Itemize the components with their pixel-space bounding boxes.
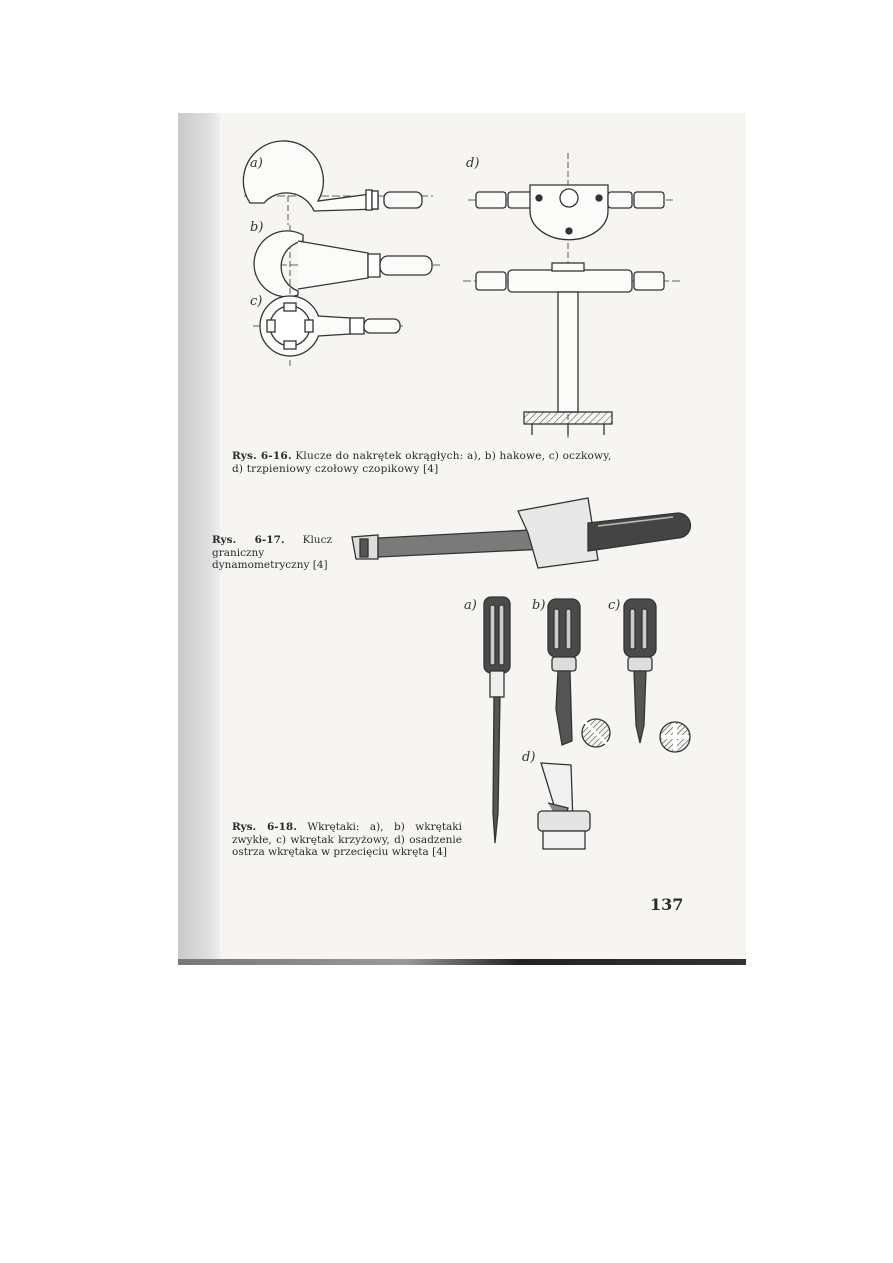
ring-spanner-c-drawing <box>253 288 403 368</box>
hook-spanner-b-drawing <box>254 225 440 308</box>
figure-6-16-caption-line1: Klucze do nakrętek okrągłych: a), b) hakowe, c) oczkowy, <box>295 450 612 462</box>
figure-6-16-caption-line2: d) trzpieniowy czołowy czopikowy [4] <box>232 462 439 475</box>
book-page <box>178 113 746 965</box>
fig-618-sub-a: a) <box>464 598 477 613</box>
fig-616-sub-c: c) <box>250 294 263 309</box>
figure-6-17-label: Rys. 6-17. <box>212 534 285 546</box>
fig-618-sub-b: b) <box>532 598 546 613</box>
fig-616-sub-b: b) <box>250 220 264 235</box>
figure-6-17-caption <box>212 534 332 572</box>
figure-6-18-label: Rys. 6-18. <box>232 821 297 833</box>
screwdriver-c-drawing <box>624 599 690 752</box>
page-bottom-edge <box>178 959 746 965</box>
fig-618-sub-d: d) <box>522 750 536 765</box>
screwdriver-b-drawing <box>548 599 610 747</box>
screwdriver-a-drawing <box>484 597 510 843</box>
figure-6-16-caption <box>232 450 702 475</box>
pin-spanner-d-drawing <box>463 153 683 438</box>
figure-6-16-label: Rys. 6-16. <box>232 450 292 462</box>
fig-618-sub-c: c) <box>608 598 621 613</box>
fig-616-sub-a: a) <box>250 156 263 171</box>
figure-6-18-caption <box>232 821 462 859</box>
fig-616-sub-d: d) <box>466 156 480 171</box>
page-number: 137 <box>650 895 684 914</box>
figure-6-17-caption-text: Klucz graniczny dynamometryczny [4] <box>212 534 332 571</box>
screwdriver-in-slot-d-drawing <box>538 763 590 849</box>
torque-wrench-drawing <box>352 498 691 568</box>
hook-spanner-a-drawing <box>243 141 433 225</box>
figure-6-18-caption-text: Wkrętaki: a), b) wkrętaki zwykłe, c) wkrętak krzyżowy, d) osadzenie ostrza wkrętaka w przecięciu wkręta [4] <box>232 821 463 858</box>
